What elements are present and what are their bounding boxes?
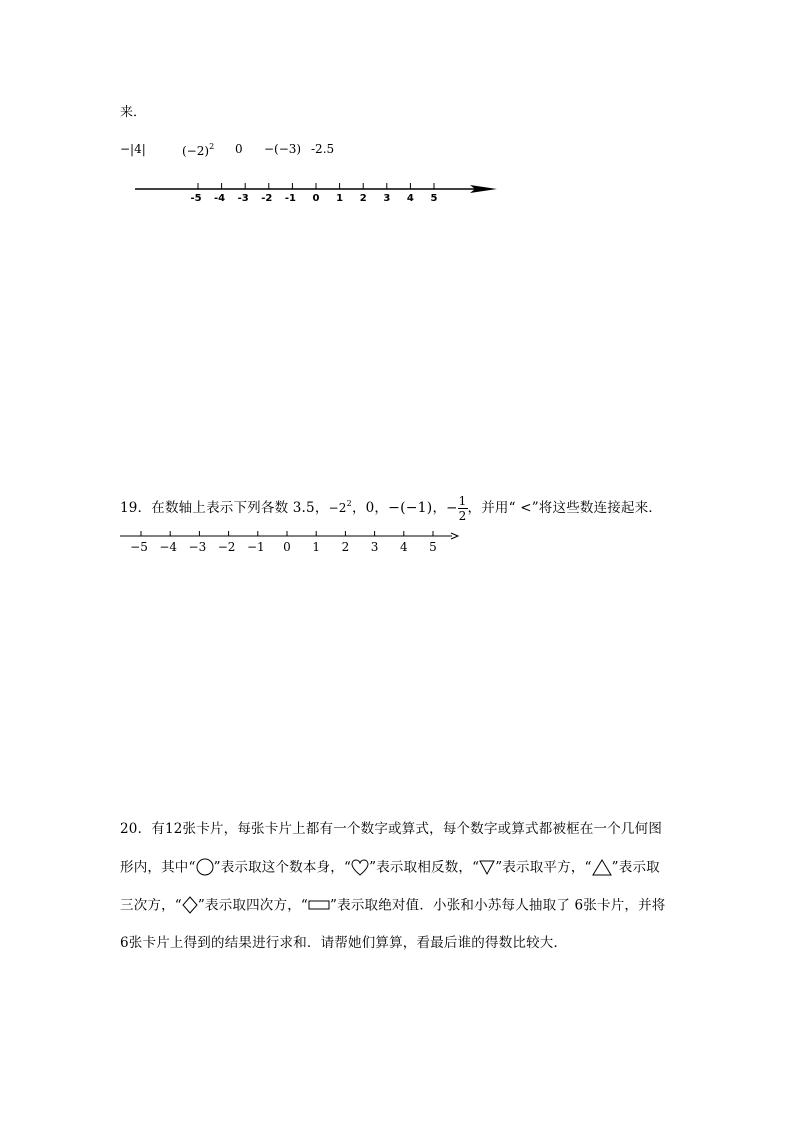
triangle-shape-icon bbox=[592, 859, 612, 876]
diamond-shape-icon bbox=[182, 896, 198, 914]
q19-tick-label: 1 bbox=[312, 540, 321, 554]
q18-number-neg2-squared bbox=[182, 142, 214, 158]
q20-line2-part-b: ”表示取这个数本身，“ bbox=[213, 859, 352, 876]
q18-tick-label: 4 bbox=[406, 193, 414, 204]
q19-fraction-denominator: 2 bbox=[458, 509, 467, 523]
q18-tick-label: -3 bbox=[237, 193, 249, 204]
q18-number-neg-abs4: −|4| bbox=[120, 142, 146, 156]
q19-stem-suffix: ，并用“ <”将这些数连接起来． bbox=[467, 500, 663, 516]
q19-number-line bbox=[0, 527, 794, 547]
q18-base: (−2) bbox=[182, 144, 210, 158]
q20-line2-part-c: ”表示取相反数，“ bbox=[369, 859, 480, 876]
q18-number-neg2p5: -2.5 bbox=[311, 142, 335, 156]
q20-line3-part-c: ”表示取绝对值．小张和小苏每人抽取了 6张卡片，并将 bbox=[330, 897, 666, 914]
circle-shape-icon bbox=[196, 858, 214, 876]
q19-tick-label: −1 bbox=[246, 540, 265, 554]
q20-line-1: 20．有12张卡片，每张卡片上都有一个数字或算式，每个数字或算式都被框在一个几何图 bbox=[120, 821, 663, 837]
q18-tick-label: 2 bbox=[359, 193, 367, 204]
q20-line-3 bbox=[120, 897, 666, 915]
q18-tick-label: 3 bbox=[383, 193, 391, 204]
q18-tick-label: -4 bbox=[214, 193, 226, 204]
q18-exponent: 2 bbox=[209, 142, 215, 151]
q19-neg-two-exponent: 2 bbox=[346, 499, 352, 508]
q18-number-line bbox=[0, 178, 794, 208]
q18-tick-label: -5 bbox=[190, 193, 202, 204]
q19-stem bbox=[120, 495, 662, 522]
q19-fraction-half bbox=[458, 495, 468, 522]
q19-tick-label: 4 bbox=[399, 540, 408, 554]
q19-tick-label: −5 bbox=[130, 540, 148, 554]
heart-shape-icon bbox=[351, 859, 369, 876]
q19-fraction-numerator: 1 bbox=[458, 494, 467, 508]
q18-number-zero: 0 bbox=[235, 142, 243, 156]
q20-line-4: 6张卡片上得到的结果进行求和．请帮她们算算，看最后谁的得数比较大． bbox=[120, 935, 568, 951]
q18-tick-label: -1 bbox=[284, 193, 296, 204]
q19-tick-label: 3 bbox=[370, 540, 379, 554]
q20-line2-part-a: 形内，其中“ bbox=[120, 859, 196, 876]
q20-line3-part-b: ”表示取四次方，“ bbox=[197, 897, 309, 914]
q19-neg-two-base: −2 bbox=[328, 501, 347, 515]
q19-tick-label: 2 bbox=[341, 540, 350, 554]
q19-neg-neg-one: −(−1) bbox=[388, 500, 433, 516]
q18-tick-label: 1 bbox=[336, 193, 344, 204]
q18-tail-text: 来． bbox=[120, 105, 147, 120]
q18-tick-label: 5 bbox=[430, 193, 438, 204]
q20-line3-part-a: 三次方，“ bbox=[120, 897, 182, 914]
q18-number-neg-neg3: −(−3) bbox=[264, 142, 302, 156]
q19-tick-label: 0 bbox=[283, 540, 291, 554]
q19-stem-prefix: 19．在数轴上表示下列各数 3.5， bbox=[120, 500, 329, 516]
q20-line2-part-d: ”表示取平方，“ bbox=[495, 859, 592, 876]
q20-line2-part-e: ”表示取 bbox=[611, 859, 660, 876]
inverted-triangle-shape-icon bbox=[479, 860, 495, 875]
q18-tick-label: -2 bbox=[261, 193, 273, 204]
q19-sep-1: ，0， bbox=[351, 500, 389, 516]
q19-tick-label: 5 bbox=[429, 540, 437, 554]
q19-tick-label: −2 bbox=[217, 540, 236, 554]
q20-line-2 bbox=[120, 859, 660, 877]
q18-tick-label: 0 bbox=[312, 193, 320, 204]
rectangle-shape-icon bbox=[308, 899, 330, 911]
q19-sep-2: ，− bbox=[432, 500, 458, 516]
q19-tick-label: −3 bbox=[188, 540, 207, 554]
q18-abs-value: 4 bbox=[134, 142, 142, 156]
q19-axis-arrow-icon bbox=[451, 533, 458, 539]
q19-tick-label: −4 bbox=[159, 540, 178, 554]
